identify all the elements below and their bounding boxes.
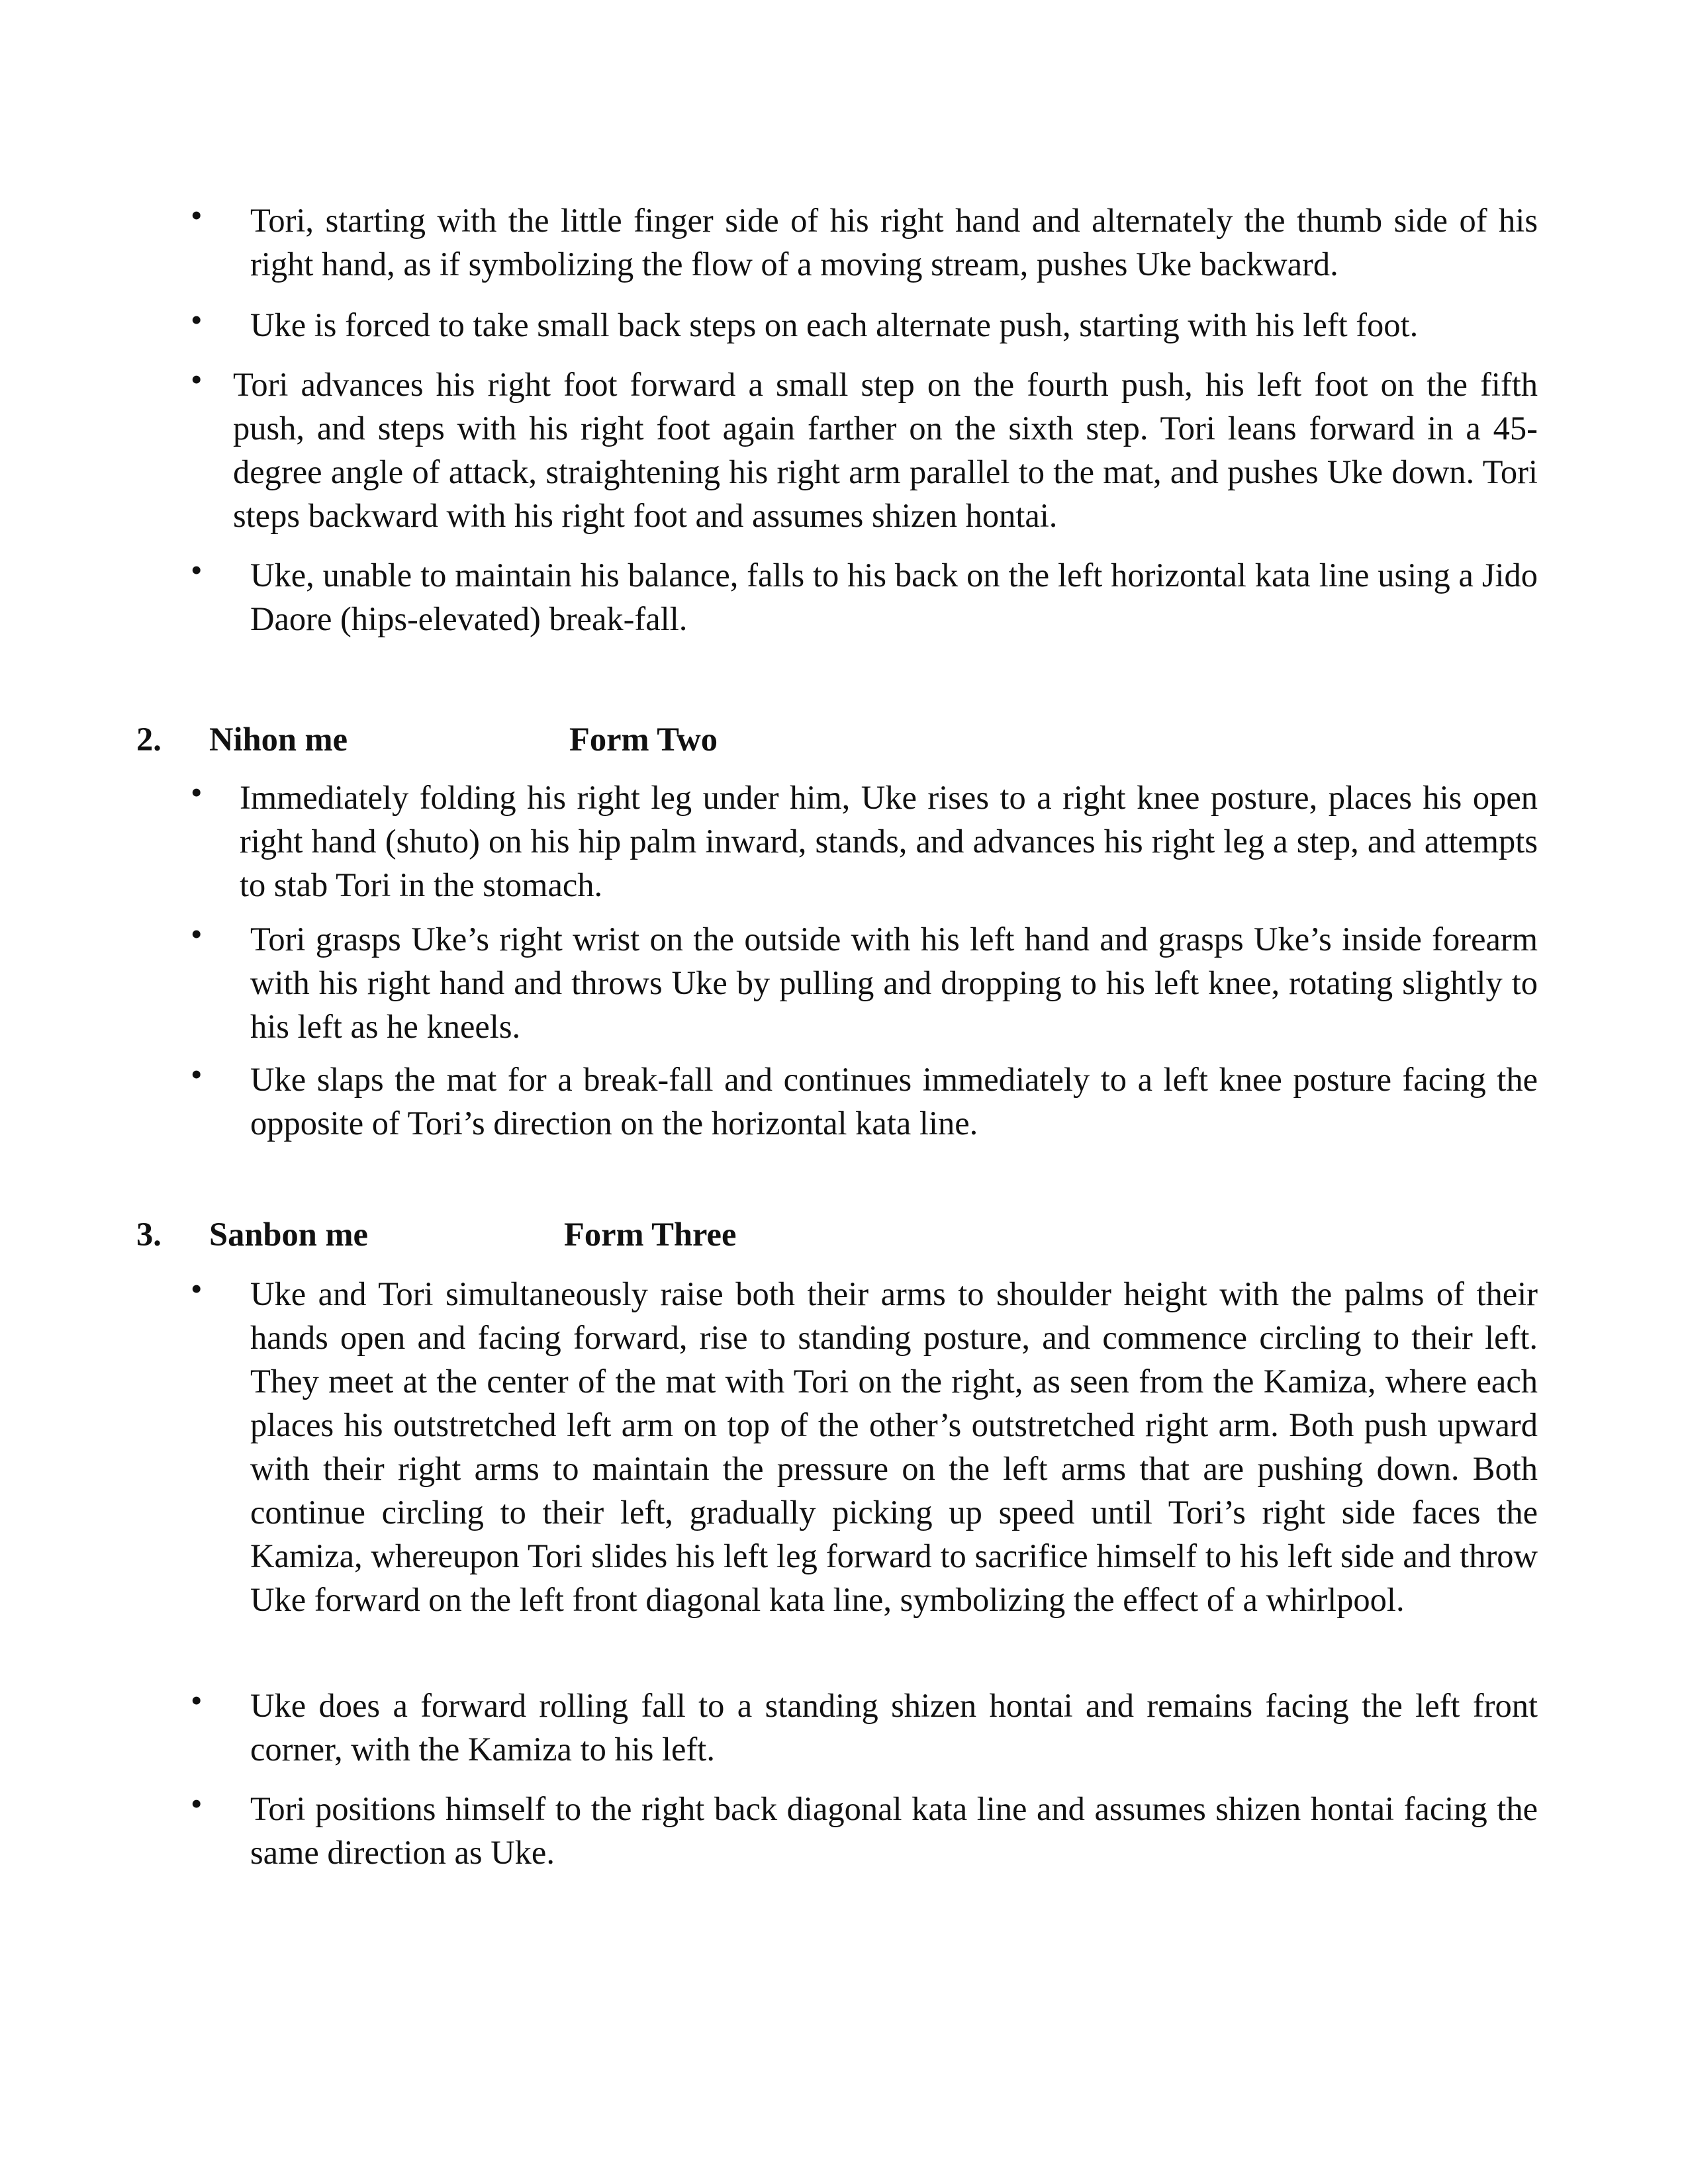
bullet-text: Tori, starting with the little finger side of his right hand and alternately the thumb side of his right hand, as if symbolizing the flow of a moving stream, pushes Uke backward. bbox=[250, 202, 1538, 283]
section2-bullet-1 bbox=[0, 776, 1688, 907]
bullet-text: Uke is forced to take small back steps on each alternate push, starting with his left foot. bbox=[250, 306, 1419, 343]
bullet-icon: • bbox=[191, 915, 203, 952]
bullet-icon: • bbox=[191, 301, 203, 338]
section1-bullets bbox=[0, 199, 1688, 286]
section-heading bbox=[0, 1212, 1688, 1256]
bullet-icon: • bbox=[191, 1270, 203, 1307]
list-item bbox=[191, 1682, 1538, 1771]
section-heading bbox=[0, 717, 1688, 761]
bullet-text: Tori grasps Uke’s right wrist on the outside with his left hand and grasps Uke’s inside forearm with his right hand and throws Uke by pulling and dropping to his left knee, rotating slightly to his left as he kneels. bbox=[250, 921, 1538, 1045]
bullet-text: Uke slaps the mat for a break-fall and continues immediately to a left knee posture facing the opposite of Tori’s direction on the horizontal kata line. bbox=[250, 1061, 1538, 1142]
section2-bullet-3 bbox=[0, 1058, 1688, 1145]
bullet-text: Immediately folding his right leg under him, Uke rises to a right knee posture, places his open right hand (shuto) on his hip palm inward, stands, and advances his right leg a step, and attempts to stab Tori in the stomach. bbox=[240, 779, 1538, 903]
section-name: Sanbon me bbox=[209, 1216, 368, 1253]
section3-bullet-3 bbox=[0, 1787, 1688, 1874]
bullet-text: Uke, unable to maintain his balance, falls to his back on the left horizontal kata line using a Jido Daore (hips-elevated) break-fall. bbox=[250, 557, 1538, 637]
section-number: 2. bbox=[136, 721, 162, 758]
bullet-icon: • bbox=[191, 1056, 203, 1093]
list-item bbox=[191, 361, 1538, 537]
section3-bullet-1 bbox=[0, 1272, 1688, 1621]
section2-bullet-2 bbox=[0, 917, 1688, 1048]
list-item bbox=[191, 1270, 1538, 1621]
bullet-icon: • bbox=[191, 197, 203, 234]
bullet-icon: • bbox=[191, 774, 203, 811]
list-item bbox=[191, 197, 1538, 286]
section1-bullet-4 bbox=[0, 553, 1688, 641]
bullet-text: Uke and Tori simultaneously raise both their arms to shoulder height with the palms of their hands open and facing forward, rise to standing posture, and commence circling to their left. They meet at the center of the mat with Tori on the right, as seen from the Kamiza, where each places his outstretched left arm on top of the other’s outstretched right arm. Both push upward with their right arms to maintain the pressure on the left arms that are pushing down. Both continue circling to their left, gradually picking up speed until Tori’s right side faces the Kamiza, whereupon Tori slides his left leg forward to sacrifice himself to his left side and throw Uke forward on the left front diagonal kata line, symbolizing the effect of a whirlpool. bbox=[250, 1275, 1538, 1618]
list-item bbox=[191, 301, 1538, 347]
bullet-text: Tori positions himself to the right back diagonal kata line and assumes shizen hontai facing the same direction as Uke. bbox=[250, 1790, 1538, 1871]
list-item bbox=[191, 551, 1538, 641]
section-form: Form Three bbox=[564, 1216, 737, 1253]
bullet-icon: • bbox=[191, 1785, 203, 1822]
list-item bbox=[191, 1785, 1538, 1874]
bullet-text: Tori advances his right foot forward a small step on the fourth push, his left foot on the fifth push, and steps with his right foot again farther on the sixth step. Tori leans forward in a 45-degree angle of attack, straightening his right arm parallel to the mat, and pushes Uke down. Tori steps backward with his right foot and assumes shizen hontai. bbox=[233, 366, 1538, 534]
bullet-icon: • bbox=[191, 551, 203, 588]
section-form: Form Two bbox=[569, 721, 718, 758]
section1-bullet-2 bbox=[0, 303, 1688, 347]
list-item bbox=[191, 1056, 1538, 1145]
section1-bullet-3 bbox=[0, 363, 1688, 537]
list-item bbox=[191, 915, 1538, 1048]
bullet-icon: • bbox=[191, 1682, 203, 1719]
list-item bbox=[191, 774, 1538, 907]
bullet-text: Uke does a forward rolling fall to a standing shizen hontai and remains facing the left front corner, with the Kamiza to his left. bbox=[250, 1687, 1538, 1768]
bullet-icon: • bbox=[191, 361, 203, 398]
section-name: Nihon me bbox=[209, 721, 348, 758]
section-number: 3. bbox=[136, 1216, 162, 1253]
section3-bullet-2 bbox=[0, 1684, 1688, 1771]
